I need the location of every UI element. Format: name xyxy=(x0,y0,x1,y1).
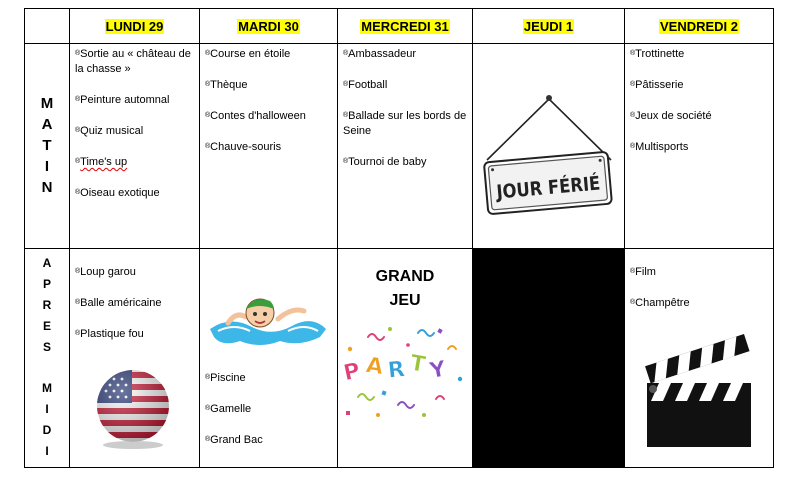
afternoon-mardi-cell xyxy=(200,248,338,468)
party-letter: T xyxy=(408,350,428,378)
day-header-mardi: MARDI 30 xyxy=(200,9,338,44)
activity-item: ®Multisports xyxy=(630,141,689,154)
activity-item: ®Ambassadeur xyxy=(343,48,417,61)
activity-item: ®Piscine xyxy=(205,371,246,384)
morning-row xyxy=(25,44,774,248)
activity-item: ®Peinture automnal xyxy=(75,94,170,107)
period-label-morning: M A T I N xyxy=(25,44,70,248)
activity-item: ®Plastique fou xyxy=(75,327,144,340)
clapperboard-icon xyxy=(625,321,774,453)
afternoon-lundi-cell xyxy=(70,248,200,468)
activity-item: ®Oiseau exotique xyxy=(75,187,160,200)
activity-item: ®Trottinette xyxy=(630,48,685,61)
party-letter: P xyxy=(341,358,363,386)
afternoon-mercredi-cell xyxy=(338,248,473,468)
morning-lundi-cell xyxy=(70,44,200,248)
activity-item: ®Sortie au « château de la chasse » xyxy=(75,48,191,76)
morning-vendredi-cell xyxy=(625,44,774,248)
activity-item: ®Football xyxy=(343,79,388,92)
grand-jeu-title: GRAND JEU xyxy=(375,267,435,309)
activity-item: ®Film xyxy=(630,265,656,278)
jour-ferie-text: JOUR FÉRIÉ xyxy=(495,171,618,204)
morning-mardi-cell xyxy=(200,44,338,248)
activity-item: ®Pâtisserie xyxy=(630,79,684,92)
day-header-lundi: LUNDI 29 xyxy=(70,9,200,44)
activity-item: ®Ballade sur les bords de Seine xyxy=(343,110,467,138)
afternoon-jeudi-cell xyxy=(473,248,625,468)
activity-item: ®Grand Bac xyxy=(205,433,263,446)
us-flag-ball-icon xyxy=(70,363,200,453)
activity-item: ®Loup garou xyxy=(75,265,136,278)
activity-item: ®Chauve-souris xyxy=(205,141,282,154)
activity-item: ®Quiz musical xyxy=(75,125,144,138)
morning-jeudi-cell xyxy=(473,44,625,248)
period-label-afternoon: A P R E S M I D I xyxy=(25,248,70,468)
afternoon-row xyxy=(25,248,774,468)
party-letter: R xyxy=(386,356,407,384)
corner-cell xyxy=(25,9,70,44)
activity-item: ®Thèque xyxy=(205,79,248,92)
activity-item: ®Contes d'halloween xyxy=(205,110,306,123)
activity-item: ®Time's up xyxy=(75,156,128,169)
activity-item: ®Course en étoile xyxy=(205,48,291,61)
header-row xyxy=(25,9,774,44)
party-confetti-icon xyxy=(338,319,473,429)
swimmer-icon xyxy=(200,271,338,351)
day-header-jeudi: JEUDI 1 xyxy=(473,9,625,44)
morning-mercredi-cell xyxy=(338,44,473,248)
activity-item: ®Tournoi de baby xyxy=(343,156,427,169)
activity-item: ®Gamelle xyxy=(205,402,252,415)
weekly-planning-table xyxy=(24,8,774,468)
afternoon-vendredi-cell xyxy=(625,248,774,468)
day-header-vendredi: VENDREDI 2 xyxy=(625,9,774,44)
day-header-mercredi: MERCREDI 31 xyxy=(338,9,473,44)
activity-item: ®Balle américaine xyxy=(75,296,162,309)
party-letter: Y xyxy=(427,356,448,384)
party-letter: A xyxy=(364,352,385,380)
activity-item: ®Champêtre xyxy=(630,296,690,309)
jour-ferie-sign-icon xyxy=(473,44,624,247)
activity-item: ®Jeux de société xyxy=(630,110,712,123)
